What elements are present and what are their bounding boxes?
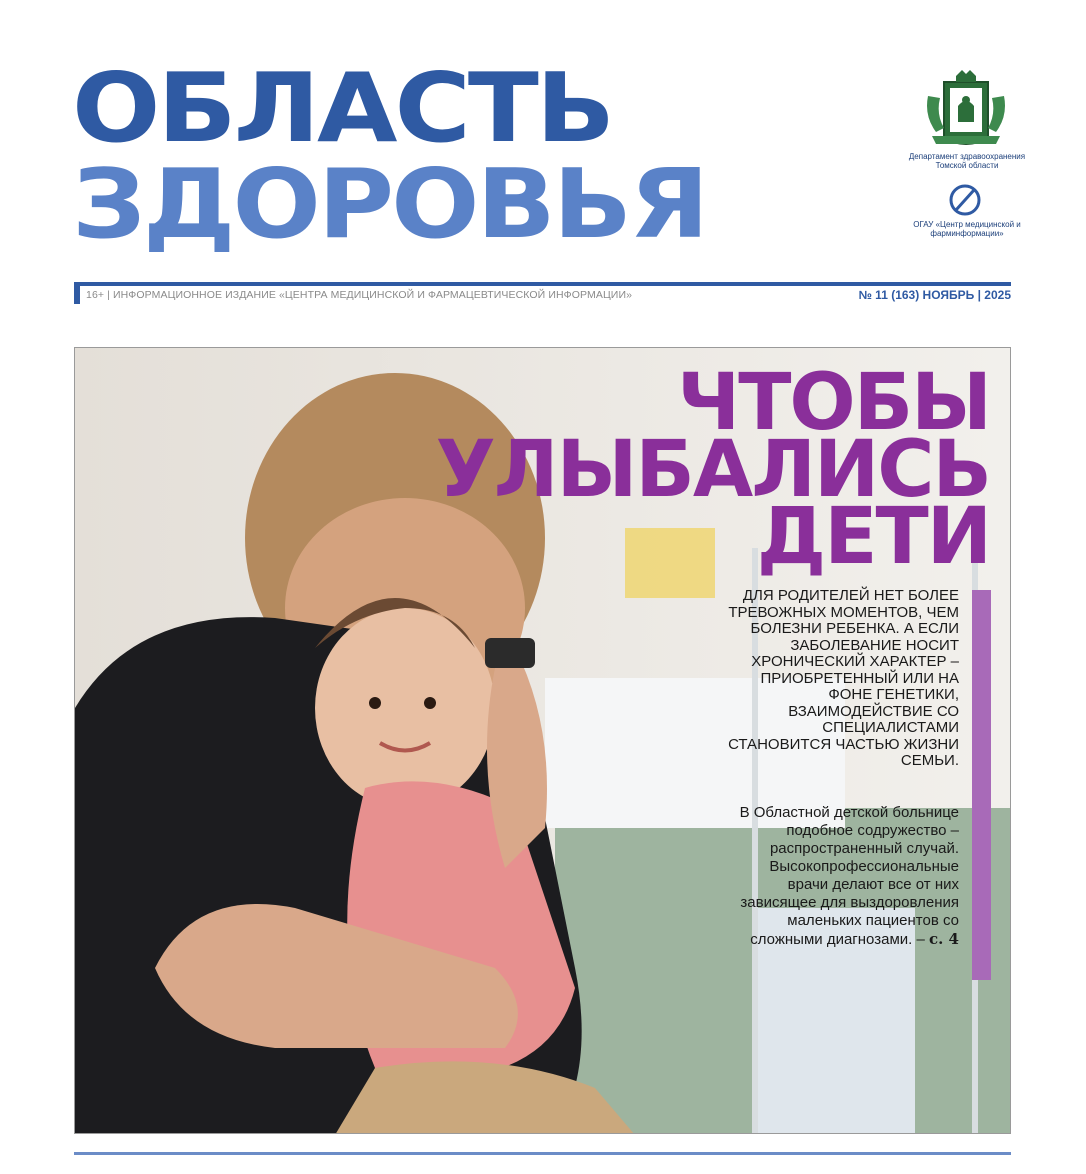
- center-name: ОГАУ «Центр медицинской и фарминформации»: [913, 220, 1021, 238]
- body-text: [730, 804, 959, 949]
- masthead-title-line2: ЗДОРОВЬЯ: [72, 147, 707, 260]
- header-rule-tick: [74, 282, 80, 304]
- cover-headline: [435, 358, 990, 583]
- headline-line2: УЛЫБАЛИСЬ: [435, 425, 990, 516]
- headline-line1: ЧТОБЫ: [677, 358, 990, 448]
- coat-of-arms-icon: [922, 66, 1010, 152]
- page-reference[interactable]: с. 4: [928, 930, 959, 948]
- issue-info: № 11 (163) НОЯБРЬ | 2025: [858, 288, 1011, 302]
- footer-rule: [74, 1152, 1011, 1155]
- headline-line3: ДЕТИ: [756, 492, 990, 583]
- dept-name: Департамент здравоохранения Томской области: [908, 152, 1026, 170]
- cmf-logo-icon: [947, 182, 983, 218]
- accent-bar: [972, 590, 991, 980]
- masthead: [72, 51, 852, 260]
- lead-text: ДЛЯ РОДИТЕЛЕЙ НЕТ БОЛЕЕ ТРЕВОЖНЫХ МОМЕНТОВ, ЧЕМ БОЛЕЗНИ РЕБЕНКА. А ЕСЛИ ЗАБОЛЕВАНИЕ НОСИТ ХРОНИЧЕСКИЙ ХАРАКТЕР – ПРИОБРЕТЕННЫЙ ИЛИ НА ФОНЕ ГЕНЕТИКИ, ВЗАИМОДЕЙСТВИЕ СО СПЕЦИАЛИСТАМИ СТАНОВИТСЯ ЧАСТЬЮ ЖИЗНИ СЕМЬИ.: [728, 587, 959, 769]
- header-rule: [74, 282, 1011, 286]
- cover-photo: [74, 347, 1011, 1134]
- body-paragraph: В Областной детской больнице подобное содружество – распространенный случай. Высокопрофессиональные врачи делают все от них зависящее для выздоровления маленьких пациентов со сложными диагнозами. –: [739, 804, 959, 948]
- masthead-title-line1: ОБЛАСТЬ: [72, 51, 613, 164]
- publication-subline: 16+ | ИНФОРМАЦИОННОЕ ИЗДАНИЕ «ЦЕНТРА МЕДИЦИНСКОЙ И ФАРМАЦЕВТИЧЕСКОЙ ИНФОРМАЦИИ»: [86, 289, 633, 301]
